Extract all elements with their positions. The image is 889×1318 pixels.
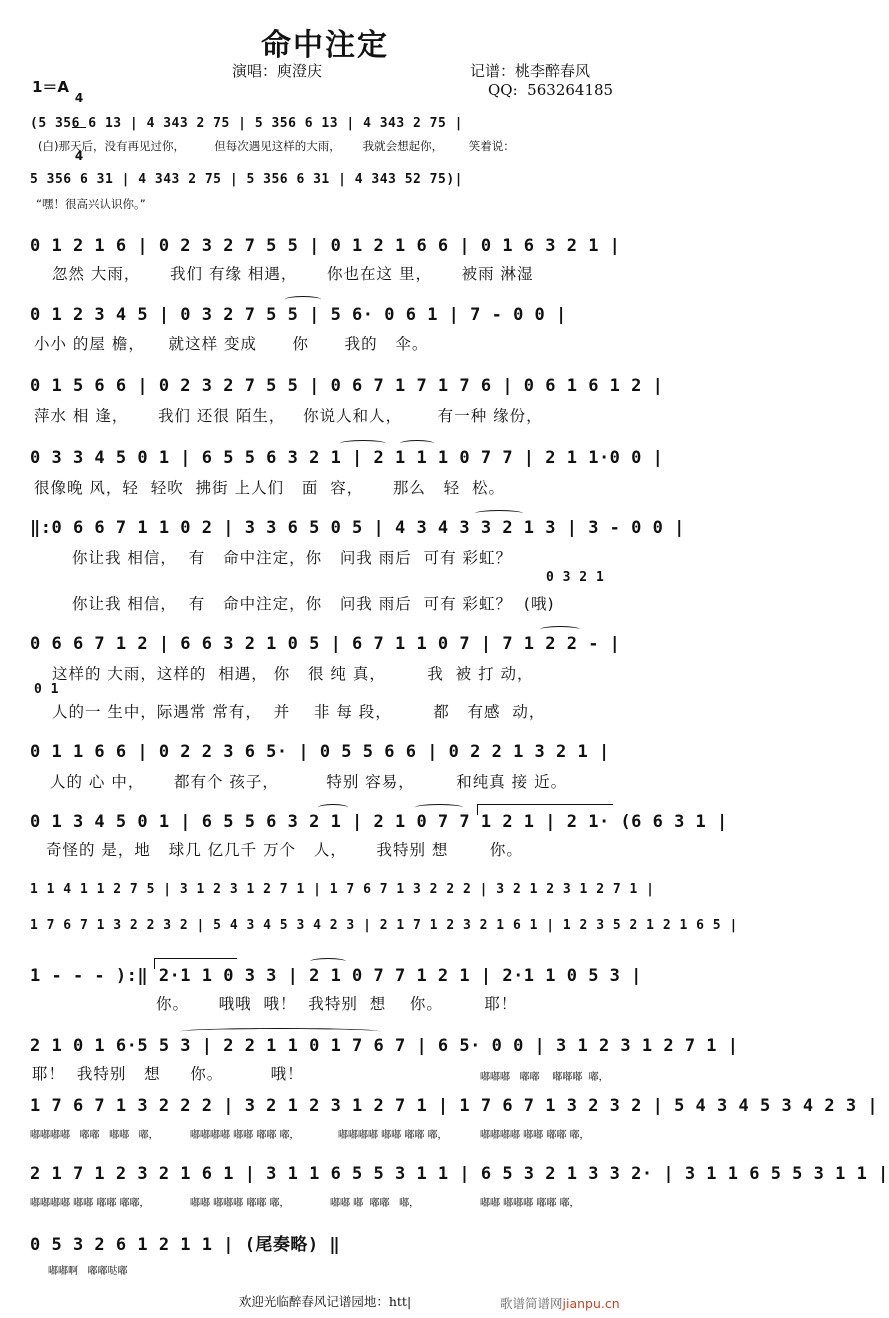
lyric-line-16: 耶！ 我特别 想 你。 哦！ xyxy=(32,1065,304,1083)
score-line-1: (5 356 6 13 | 4 343 2 75 | 5 356 6 13 | 4 343 2 75 | xyxy=(30,116,463,131)
dudu-line-17a: 嘟嘟嘟嘟 嘟嘟 嘟嘟 嘟， xyxy=(30,1130,159,1141)
slur xyxy=(540,626,580,633)
slur xyxy=(318,804,348,811)
volta-bracket xyxy=(154,958,237,969)
lyric-line-6: 很像晚 风，轻 轻吹 拂街 上人们 面 容， 那么 轻 松。 xyxy=(34,479,505,497)
score-line-18: 2 1 7 1 2 3 2 1 6 1 | 3 1 1 6 5 5 3 1 1 | 6 5 3 2 1 3 3 2· | 3 1 1 6 5 5 3 1 1 | xyxy=(30,1164,889,1184)
time-sig-top: 4 xyxy=(74,91,84,105)
dudu-line-19: 嘟嘟啊 嘟嘟哒嘟 xyxy=(48,1266,128,1277)
pickup-notes: 0 3 2 1 xyxy=(546,570,605,585)
lyric-line-5: 萍水 相 逢， 我们 还很 陌生， 你说人和人， 有一种 缘份， xyxy=(34,407,543,425)
score-line-3: 0 1 2 1 6 | 0 2 3 2 7 5 5 | 0 1 2 1 6 6 | 0 1 6 3 2 1 | xyxy=(30,236,621,256)
score-line-15: 1 - - - ):‖ 2·1 1 0 3 3 | 2 1 0 7 7 1 2 1 | 2·1 1 0 5 3 | xyxy=(30,966,642,986)
dudu-line-18c: 嘟嘟 嘟 嘟嘟 嘟， xyxy=(330,1198,420,1209)
score-line-14: 1 7 6 7 1 3 2 2 3 2 | 5 4 3 4 5 3 4 2 3 | 2 1 7 1 2 3 2 1 6 1 | 1 2 3 5 2 1 2 1 6 5 | xyxy=(30,918,738,933)
score-line-7: ‖:0 6 6 7 1 1 0 2 | 3 3 6 5 0 5 | 4 3 4 3 3 2 1 3 | 3 - 0 0 | xyxy=(30,518,685,538)
lyric-line-10: 人的一 生中，际遇常 常有， 并 非 每 段， 都 有感 动， xyxy=(52,703,546,721)
score-line-11: 0 1 1 6 6 | 0 2 2 3 6 5· | 0 5 5 6 6 | 0 2 2 1 3 2 1 | xyxy=(30,742,610,762)
lyric-line-12: 奇怪的 是，地 球几 亿几千 万个 人， 我特别 想 你。 xyxy=(46,841,523,859)
score-line-9: 0 6 6 7 1 2 | 6 6 3 2 1 0 5 | 6 7 1 1 0 7 | 7 1 2 2 - | xyxy=(30,634,621,654)
score-line-12: 0 1 3 4 5 0 1 | 6 5 5 6 3 2 1 | 2 1 0 7 7 1 2 1 | 2 1· (6 6 3 1 | xyxy=(30,812,728,832)
page-title: 命中注定 xyxy=(261,28,389,63)
slur xyxy=(475,510,523,517)
score-line-19: 0 5 3 2 6 1 2 1 1 | (尾奏略) ‖ xyxy=(30,1235,341,1255)
slur xyxy=(285,296,321,303)
slur xyxy=(400,440,434,447)
score-line-2: 5 356 6 31 | 4 343 2 75 | 5 356 6 31 | 4 343 52 75)| xyxy=(30,172,463,187)
volta-bracket xyxy=(477,804,613,815)
dudu-line-18a: 嘟嘟嘟嘟 嘟嘟 嘟嘟 嘟嘟， xyxy=(30,1198,150,1209)
dudu-line-17d: 嘟嘟嘟嘟 嘟嘟 嘟嘟 嘟， xyxy=(480,1130,590,1141)
score-line-16: 2 1 0 1 6·5 5 3 | 2 2 1 1 0 1 7 6 7 | 6 5· 0 0 | 3 1 2 3 1 2 7 1 | xyxy=(30,1036,739,1056)
dudu-line-18b: 嘟嘟 嘟嘟嘟 嘟嘟 嘟， xyxy=(190,1198,290,1209)
key-signature: 1＝A xyxy=(32,78,70,96)
watermark: 歌谱简谱网jianpu.cn xyxy=(500,1296,620,1311)
score-line-5: 0 1 5 6 6 | 0 2 3 2 7 5 5 | 0 6 7 1 7 1 7 6 | 0 6 1 6 1 2 | xyxy=(30,376,664,396)
dudu-line-18d: 嘟嘟 嘟嘟嘟 嘟嘟 嘟， xyxy=(480,1198,580,1209)
score-line-6: 0 3 3 4 5 0 1 | 6 5 5 6 3 2 1 | 2 1 1 1 0 7 7 | 2 1 1·0 0 | xyxy=(30,448,664,468)
slur xyxy=(310,958,346,965)
lyric-line-11: 人的 心 中， 都有个 孩子， 特别 容易， 和纯真 接 近。 xyxy=(50,773,568,791)
slur xyxy=(180,1028,380,1035)
score-line-13: 1 1 4 1 1 2 7 5 | 3 1 2 3 1 2 7 1 | 1 7 6 7 1 3 2 2 2 | 3 2 1 2 3 1 2 7 1 | xyxy=(30,882,655,897)
dudu-line-17c: 嘟嘟嘟嘟 嘟嘟 嘟嘟 嘟， xyxy=(338,1130,448,1141)
lyric-line-9: 这样的 大雨，这样的 相遇， 你 很 纯 真， 我 被 打 动， xyxy=(52,665,534,683)
slur xyxy=(340,440,386,447)
lyric-line-15: 你。 哦哦 哦！ 我特别 想 你。 耶！ xyxy=(156,995,518,1013)
lyric-line-4: 小小 的屋 檐， 就这样 变成 你 我的 伞。 xyxy=(34,335,429,353)
dudu-line-17b: 嘟嘟嘟嘟 嘟嘟 嘟嘟 嘟， xyxy=(190,1130,300,1141)
pickup-notes-2: 0 1 xyxy=(34,682,59,697)
dudu-line-16: 嘟嘟嘟 嘟嘟 嘟嘟嘟 嘟， xyxy=(480,1072,609,1083)
lyric-line-3: 忽然 大雨， 我们 有缘 相遇， 你也在这 里， 被雨 淋湿 xyxy=(52,265,534,283)
lyric-line-2: “嘿！很高兴认识你。” xyxy=(36,197,146,211)
time-sig-bottom: 4 xyxy=(74,149,84,163)
transcriber-credit: 记谱：桃李醉春风 xyxy=(470,62,591,80)
singer-credit: 演唱：庾澄庆 xyxy=(232,62,323,80)
lyric-line-8: 你让我 相信， 有 命中注定，你 问我 雨后 可有 彩虹？ (哦) xyxy=(72,595,555,613)
lyric-line-7: 你让我 相信， 有 命中注定，你 问我 雨后 可有 彩虹？ xyxy=(72,549,513,567)
footer-text: 欢迎光临醉春风记谱园地：htt| xyxy=(238,1294,412,1309)
lyric-line-1: (白)那天后，没有再见过你， 但每次遇见这样的大雨， 我就会想起你， 笑着说： xyxy=(38,139,515,153)
slur xyxy=(415,804,463,811)
score-line-17: 1 7 6 7 1 3 2 2 2 | 3 2 1 2 3 1 2 7 1 | 1 7 6 7 1 3 2 3 2 | 5 4 3 4 5 3 4 2 3 | xyxy=(30,1096,879,1116)
qq-contact: QQ: 563264185 xyxy=(488,81,614,99)
score-line-4: 0 1 2 3 4 5 | 0 3 2 7 5 5 | 5 6· 0 6 1 | 7 - 0 0 | xyxy=(30,305,567,325)
